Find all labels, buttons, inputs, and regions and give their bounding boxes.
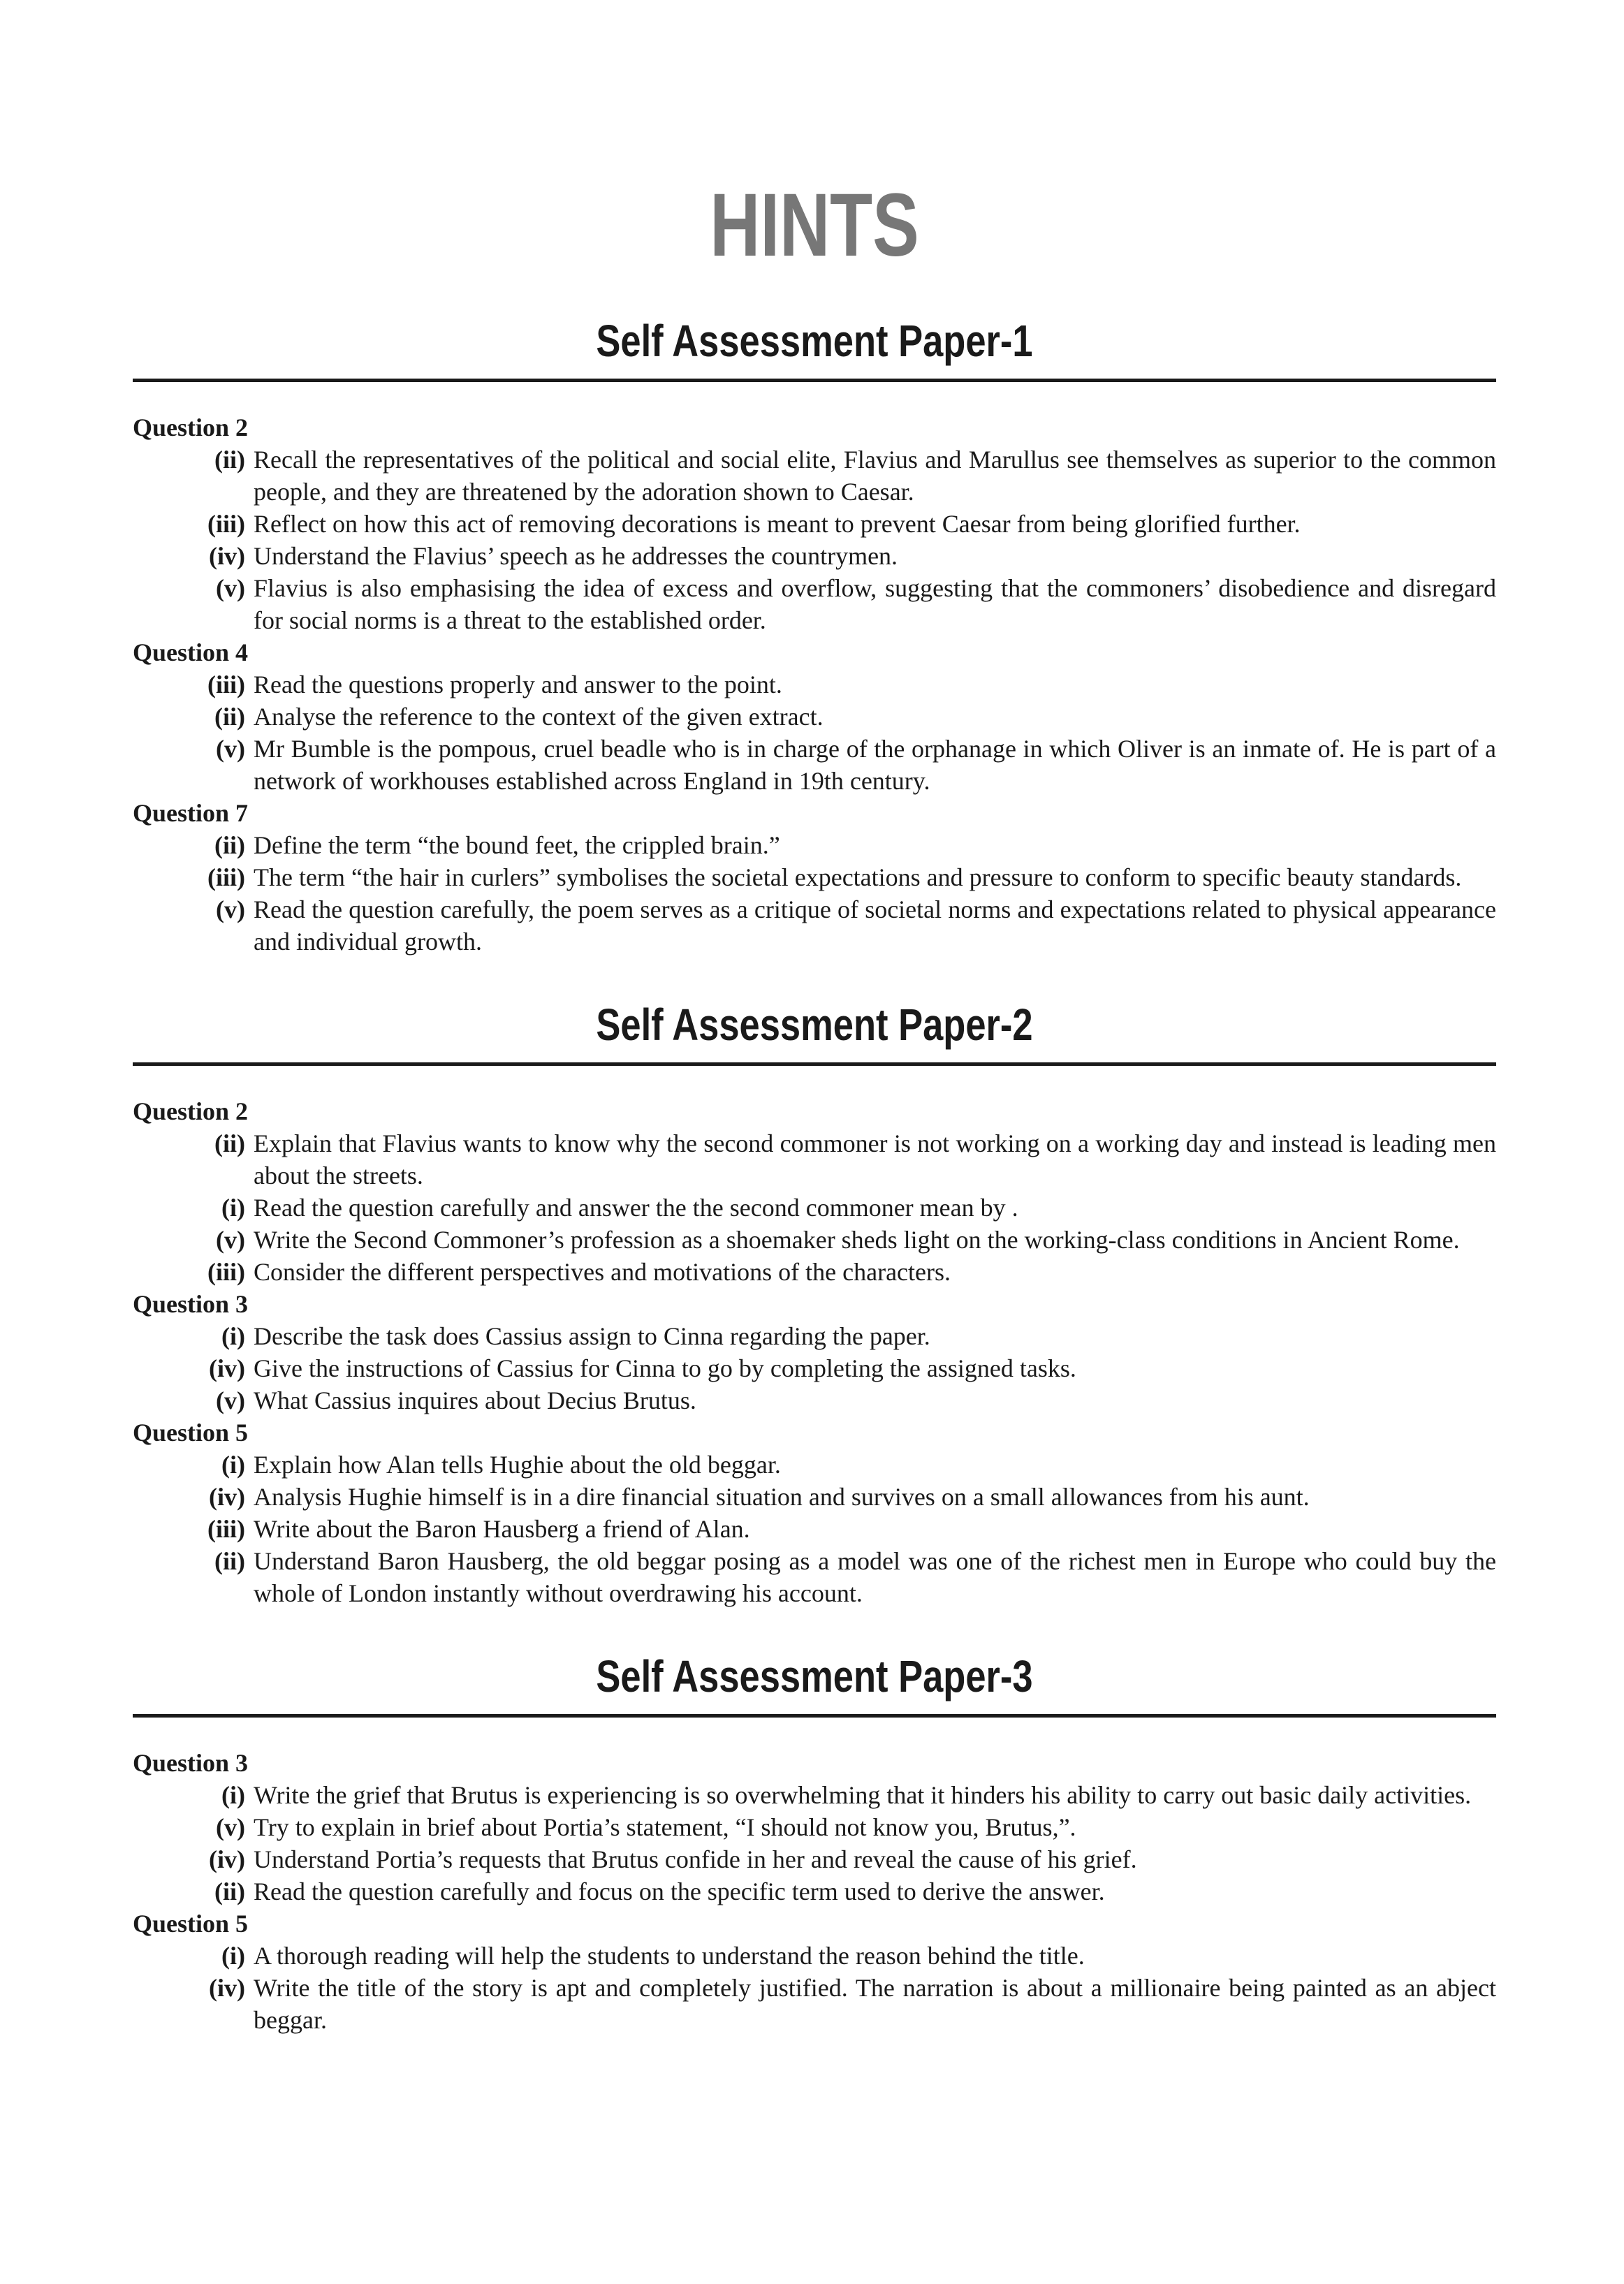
hint-item bbox=[133, 1811, 1496, 1843]
question-label: Question 5 bbox=[133, 1910, 249, 1938]
question-label: Question 4 bbox=[133, 638, 249, 666]
hint-number: (i) bbox=[221, 1781, 245, 1809]
hint-item bbox=[133, 1127, 1496, 1192]
hint-text: Understand Baron Hausberg, the old beggar posing as a model was one of the richest men in Europe who could buy the whole of London instantly without overdrawing his account. bbox=[254, 1547, 1496, 1607]
hint-number: (ii) bbox=[214, 703, 245, 731]
hint-item bbox=[133, 572, 1496, 636]
hint-item bbox=[133, 701, 1496, 733]
hint-item bbox=[133, 1545, 1496, 1609]
hint-text: Describe the task does Cassius assign to Cinna regarding the paper. bbox=[254, 1322, 930, 1350]
hint-item bbox=[133, 861, 1496, 893]
hint-item bbox=[133, 1513, 1496, 1545]
hint-number: (v) bbox=[216, 1226, 245, 1254]
hint-number: (i) bbox=[221, 1942, 245, 1970]
section-divider bbox=[133, 1062, 1496, 1066]
hint-item bbox=[133, 1192, 1496, 1224]
hint-number: (iii) bbox=[207, 1258, 245, 1286]
hint-text: Read the questions properly and answer to the point. bbox=[254, 671, 782, 698]
hint-text: Explain that Flavius wants to know why the second commoner is not working on a working day and instead is leading men about the streets. bbox=[254, 1129, 1496, 1189]
question-label: Question 2 bbox=[133, 413, 249, 441]
hint-item bbox=[133, 540, 1496, 572]
section-divider bbox=[133, 379, 1496, 382]
section-title: Self Assessment Paper-3 bbox=[596, 1651, 1033, 1701]
hint-text: Write the Second Commoner’s profession as a shoemaker sheds light on the working-class conditions in Ancient Rome. bbox=[254, 1226, 1460, 1254]
hint-text: Explain how Alan tells Hughie about the old beggar. bbox=[254, 1451, 781, 1479]
hint-text: Read the question carefully and answer the the second commoner mean by . bbox=[254, 1194, 1018, 1222]
hint-item bbox=[133, 444, 1496, 508]
page-title: HINTS bbox=[710, 175, 919, 275]
hint-number: (v) bbox=[216, 1813, 245, 1841]
hint-number: (v) bbox=[216, 895, 245, 923]
hint-number: (ii) bbox=[214, 1877, 245, 1905]
hint-item bbox=[133, 1779, 1496, 1811]
hint-text: What Cassius inquires about Decius Brutus. bbox=[254, 1386, 696, 1414]
hint-text: Recall the representatives of the political and social elite, Flavius and Marullus see themselves as superior to the common people, and they are threatened by the adoration shown to Caesar. bbox=[254, 446, 1496, 506]
question-list bbox=[133, 411, 1496, 958]
hint-text: Consider the different perspectives and motivations of the characters. bbox=[254, 1258, 951, 1286]
hint-number: (v) bbox=[216, 1386, 245, 1414]
question-label: Question 3 bbox=[133, 1749, 249, 1777]
hint-number: (iv) bbox=[209, 542, 245, 570]
hint-text: Read the question carefully and focus on the specific term used to derive the answer. bbox=[254, 1877, 1105, 1905]
hint-item bbox=[133, 1352, 1496, 1384]
question-list bbox=[133, 1095, 1496, 1609]
hint-number: (iv) bbox=[209, 1354, 245, 1382]
hint-item bbox=[133, 1940, 1496, 1972]
hint-text: The term “the hair in curlers” symbolises the societal expectations and pressure to conform to specific beauty standards. bbox=[254, 863, 1462, 891]
section-paper-2 bbox=[133, 997, 1496, 1609]
hint-number: (iii) bbox=[207, 510, 245, 538]
section-title: Self Assessment Paper-2 bbox=[596, 1000, 1033, 1050]
hint-item bbox=[133, 668, 1496, 701]
hint-text: Write about the Baron Hausberg a friend of Alan. bbox=[254, 1515, 750, 1543]
hint-text: Flavius is also emphasising the idea of excess and overflow, suggesting that the commoners’ disobedience and disregard for social norms is a threat to the established order. bbox=[254, 574, 1496, 634]
question-label: Question 5 bbox=[133, 1419, 249, 1447]
section-title: Self Assessment Paper-1 bbox=[596, 316, 1033, 366]
hint-text: A thorough reading will help the students to understand the reason behind the title. bbox=[254, 1942, 1085, 1970]
hint-text: Write the title of the story is apt and completely justified. The narration is about a millionaire being painted as an abject beggar. bbox=[254, 1974, 1496, 2034]
hint-text: Analysis Hughie himself is in a dire financial situation and survives on a small allowances from his aunt. bbox=[254, 1483, 1310, 1511]
hint-number: (iii) bbox=[207, 671, 245, 698]
hint-item bbox=[133, 1320, 1496, 1352]
question-list bbox=[133, 1747, 1496, 2036]
question-label: Question 3 bbox=[133, 1290, 249, 1318]
hint-number: (iii) bbox=[207, 863, 245, 891]
hint-text: Define the term “the bound feet, the crippled brain.” bbox=[254, 831, 780, 859]
hint-number: (ii) bbox=[214, 1547, 245, 1575]
hint-text: Mr Bumble is the pompous, cruel beadle who is in charge of the orphanage in which Oliver is an inmate of. He is part of a network of workhouses established across England in 19th century. bbox=[254, 735, 1496, 795]
hint-item bbox=[133, 1384, 1496, 1416]
hint-number: (i) bbox=[221, 1451, 245, 1479]
section-divider bbox=[133, 1714, 1496, 1718]
hint-number: (i) bbox=[221, 1322, 245, 1350]
section-paper-1 bbox=[133, 313, 1496, 958]
hint-text: Read the question carefully, the poem serves as a critique of societal norms and expectations related to physical appearance and individual growth. bbox=[254, 895, 1496, 956]
hint-item bbox=[133, 1481, 1496, 1513]
hint-item bbox=[133, 1224, 1496, 1256]
hint-number: (iv) bbox=[209, 1974, 245, 2002]
hint-number: (ii) bbox=[214, 446, 245, 474]
hint-number: (ii) bbox=[214, 1129, 245, 1157]
hint-item bbox=[133, 1449, 1496, 1481]
hint-item bbox=[133, 1256, 1496, 1288]
hint-item bbox=[133, 829, 1496, 861]
question-label: Question 2 bbox=[133, 1097, 249, 1125]
hint-number: (iv) bbox=[209, 1845, 245, 1873]
hint-number: (iii) bbox=[207, 1515, 245, 1543]
hint-text: Reflect on how this act of removing decorations is meant to prevent Caesar from being glorified further. bbox=[254, 510, 1301, 538]
hint-item bbox=[133, 1843, 1496, 1875]
hint-text: Analyse the reference to the context of the given extract. bbox=[254, 703, 824, 731]
hint-text: Understand the Flavius’ speech as he addresses the countrymen. bbox=[254, 542, 898, 570]
hint-item bbox=[133, 733, 1496, 797]
hint-number: (i) bbox=[221, 1194, 245, 1222]
hint-item bbox=[133, 508, 1496, 540]
hint-text: Write the grief that Brutus is experiencing is so overwhelming that it hinders his ability to carry out basic daily activities. bbox=[254, 1781, 1472, 1809]
hint-text: Give the instructions of Cassius for Cinna to go by completing the assigned tasks. bbox=[254, 1354, 1076, 1382]
hint-number: (v) bbox=[216, 735, 245, 763]
hint-item bbox=[133, 893, 1496, 958]
hint-number: (v) bbox=[216, 574, 245, 602]
hint-number: (ii) bbox=[214, 831, 245, 859]
question-label: Question 7 bbox=[133, 799, 249, 827]
hint-item bbox=[133, 1875, 1496, 1908]
hint-text: Understand Portia’s requests that Brutus confide in her and reveal the cause of his grief. bbox=[254, 1845, 1137, 1873]
hint-number: (iv) bbox=[209, 1483, 245, 1511]
hint-item bbox=[133, 1972, 1496, 2036]
section-paper-3 bbox=[133, 1648, 1496, 2036]
hint-text: Try to explain in brief about Portia’s statement, “I should not know you, Brutus,”. bbox=[254, 1813, 1076, 1841]
